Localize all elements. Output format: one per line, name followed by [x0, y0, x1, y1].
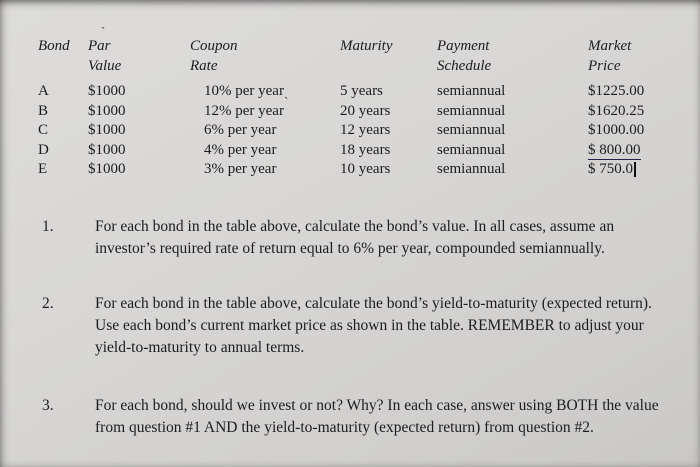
bond-id: D — [38, 141, 49, 158]
maturity: 20 years — [340, 102, 391, 119]
question-1 — [35, 216, 700, 260]
table-body — [35, 82, 700, 180]
bond-id: B — [38, 102, 49, 119]
underlined-price: $ 800.00 — [588, 141, 641, 158]
question-text: For each bond, should we invest or not? Why? In each case, answer using BOTH the value from question #1 AND the yield-to-maturity (expected return) from question #2. — [95, 396, 659, 436]
market-price — [588, 141, 700, 161]
table-row-bond-d — [35, 141, 700, 161]
coupon-rate: 12% per year — [204, 102, 284, 119]
col-header-par-value: Par Value — [88, 38, 122, 74]
coupon-rate: 4% per year — [204, 141, 277, 158]
scan-artifact: ˋ — [284, 94, 289, 109]
payment-schedule: semiannual — [437, 102, 506, 119]
maturity: 10 years — [340, 161, 391, 177]
payment-schedule: semiannual — [437, 122, 506, 138]
question-3 — [35, 395, 700, 439]
col-header-coupon-rate: Coupon Rate — [190, 38, 238, 74]
question-number: 2. — [42, 294, 54, 312]
par-value: $1000 — [88, 122, 126, 138]
par-value: $1000 — [88, 141, 126, 158]
coupon-rate: 10% per year — [204, 83, 284, 99]
col-header-market-price: Market Price — [588, 38, 632, 74]
document-content — [35, 36, 700, 439]
bond-table — [35, 36, 700, 180]
market-price: $1620.25 — [588, 102, 645, 119]
col-header-maturity: Maturity — [340, 38, 393, 54]
question-number: 1. — [42, 217, 54, 235]
question-number: 3. — [42, 396, 54, 414]
par-value: $1000 — [88, 102, 126, 119]
market-price: $1000.00 — [588, 122, 645, 138]
text-cursor — [634, 162, 636, 177]
payment-schedule: semiannual — [437, 141, 506, 158]
maturity: 12 years — [340, 122, 391, 138]
bond-id: A — [38, 83, 49, 99]
payment-schedule: semiannual — [437, 161, 506, 177]
question-text: For each bond in the table above, calculate the bond’s value. In all cases, assume an investor’s required rate of return equal to 6% per year, compounded semiannually. — [95, 217, 615, 257]
market-price: $1225.00 — [588, 83, 645, 99]
scan-artifact: ˋ — [101, 24, 106, 39]
table-row-bond-e — [35, 160, 700, 180]
question-2 — [35, 293, 700, 359]
par-value: $1000 — [88, 83, 126, 99]
col-header-payment-schedule: Payment Schedule — [437, 38, 492, 74]
market-price-value: $ 750.0 — [588, 161, 633, 177]
market-price — [588, 160, 700, 180]
col-header-bond: Bond — [38, 38, 70, 54]
bond-id: E — [38, 161, 48, 177]
table-row-bond-c — [35, 121, 700, 141]
question-list — [35, 216, 700, 439]
question-text: For each bond in the table above, calculate the bond’s yield-to-maturity (expected return). Use each bond’s current market price as shown in the table. REMEMBER to adjust your yield-to-maturity to annual terms. — [95, 294, 652, 356]
maturity: 5 years — [340, 83, 383, 99]
maturity: 18 years — [340, 141, 391, 158]
coupon-rate: 3% per year — [204, 161, 277, 177]
par-value: $1000 — [88, 161, 126, 177]
table-row-bond-a — [35, 82, 700, 102]
table-row-bond-b — [35, 102, 700, 122]
payment-schedule: semiannual — [437, 83, 506, 99]
coupon-rate: 6% per year — [204, 122, 277, 138]
table-header-row — [35, 36, 700, 76]
bond-id: C — [38, 122, 49, 138]
